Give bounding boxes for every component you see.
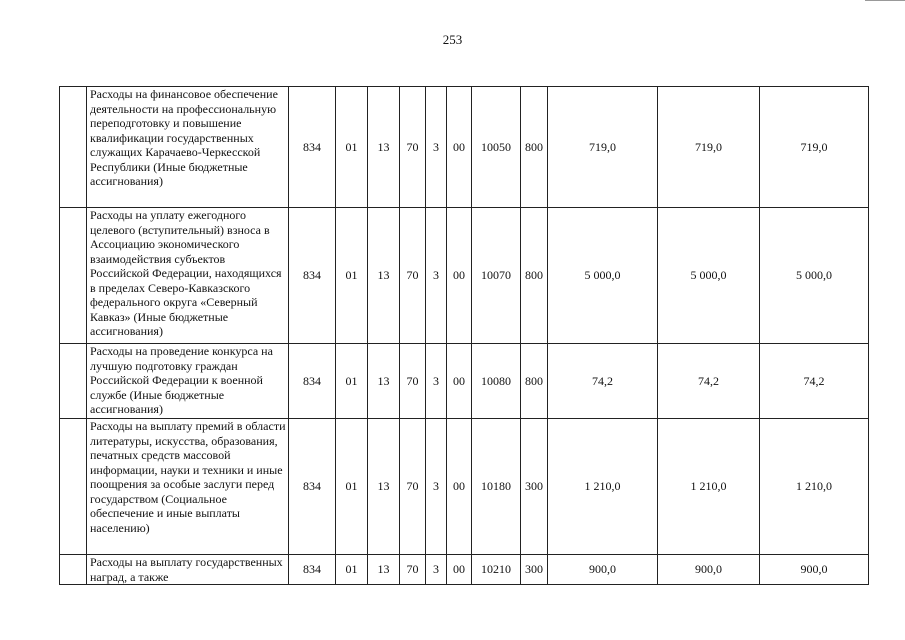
budget-table [59,86,869,585]
ministry-code-cell: 834 [289,555,336,585]
table-row [60,208,869,344]
row-number-cell [60,419,87,555]
row-number-cell [60,344,87,419]
amount-year-3-cell: 900,0 [760,555,869,585]
expense-type-code-cell: 800 [521,208,548,344]
expense-type-code-cell: 300 [521,555,548,585]
subsection-code-cell: 13 [368,87,400,208]
amount-year-1-cell: 5 000,0 [548,208,658,344]
program-code-cell: 70 [400,208,426,344]
section-code-cell: 01 [336,344,368,419]
direction-code-cell: 10050 [472,87,521,208]
amount-year-3-cell: 5 000,0 [760,208,869,344]
main-event-code-cell: 00 [447,344,472,419]
amount-year-3-cell: 74,2 [760,344,869,419]
main-event-code-cell: 00 [447,87,472,208]
expense-name-cell: Расходы на финансовое обеспечение деятельности на профессиональную переподготовку и повышение квалификации государственных служащих Карачаево-Черкесской Республики (Иные бюджетные ассигнования) [87,87,289,208]
amount-year-1-cell: 74,2 [548,344,658,419]
section-code-cell: 01 [336,555,368,585]
ministry-code-cell: 834 [289,344,336,419]
expense-name-cell: Расходы на выплату премий в области литературы, искусства, образования, печатных средств массовой информации, науки и техники и иные поощрения за особые заслуги перед государством (Социальное обеспечение и иные выплаты населению) [87,419,289,555]
main-event-code-cell: 00 [447,555,472,585]
ministry-code-cell: 834 [289,419,336,555]
subprogram-code-cell: 3 [426,87,447,208]
expense-name-cell: Расходы на выплату государственных наград, а также [87,555,289,585]
page-number: 253 [442,32,463,47]
amount-year-3-cell: 1 210,0 [760,419,869,555]
subprogram-code-cell: 3 [426,208,447,344]
subprogram-code-cell: 3 [426,555,447,585]
expense-type-code-cell: 300 [521,419,548,555]
subprogram-code-cell: 3 [426,419,447,555]
table-row [60,87,869,208]
table-row [60,419,869,555]
program-code-cell: 70 [400,419,426,555]
subsection-code-cell: 13 [368,344,400,419]
ministry-code-cell: 834 [289,87,336,208]
main-event-code-cell: 00 [447,419,472,555]
direction-code-cell: 10070 [472,208,521,344]
subprogram-code-cell: 3 [426,344,447,419]
row-number-cell [60,555,87,585]
amount-year-2-cell: 900,0 [658,555,760,585]
subsection-code-cell: 13 [368,555,400,585]
amount-year-1-cell: 719,0 [548,87,658,208]
program-code-cell: 70 [400,344,426,419]
program-code-cell: 70 [400,87,426,208]
expense-type-code-cell: 800 [521,87,548,208]
table-body [60,87,869,585]
amount-year-2-cell: 5 000,0 [658,208,760,344]
main-event-code-cell: 00 [447,208,472,344]
row-number-cell [60,208,87,344]
program-code-cell: 70 [400,555,426,585]
subsection-code-cell: 13 [368,208,400,344]
direction-code-cell: 10210 [472,555,521,585]
scan-edge-mark [865,0,905,9]
direction-code-cell: 10180 [472,419,521,555]
expense-name-cell: Расходы на проведение конкурса на лучшую подготовку граждан Российской Федерации к военной службе (Иные бюджетные ассигнования) [87,344,289,419]
section-code-cell: 01 [336,419,368,555]
direction-code-cell: 10080 [472,344,521,419]
amount-year-2-cell: 719,0 [658,87,760,208]
amount-year-2-cell: 74,2 [658,344,760,419]
section-code-cell: 01 [336,208,368,344]
ministry-code-cell: 834 [289,208,336,344]
table-row [60,344,869,419]
amount-year-1-cell: 1 210,0 [548,419,658,555]
subsection-code-cell: 13 [368,419,400,555]
section-code-cell: 01 [336,87,368,208]
amount-year-3-cell: 719,0 [760,87,869,208]
row-number-cell [60,87,87,208]
amount-year-2-cell: 1 210,0 [658,419,760,555]
table-row [60,555,869,585]
amount-year-1-cell: 900,0 [548,555,658,585]
expense-type-code-cell: 800 [521,344,548,419]
expense-name-cell: Расходы на уплату ежегодного целевого (вступительный) взноса в Ассоциацию экономического взаимодействия субъектов Российской Федерации, находящихся в пределах Северо-Кавказского федерального округа «Северный Кавказ» (Иные бюджетные ассигнования) [87,208,289,344]
